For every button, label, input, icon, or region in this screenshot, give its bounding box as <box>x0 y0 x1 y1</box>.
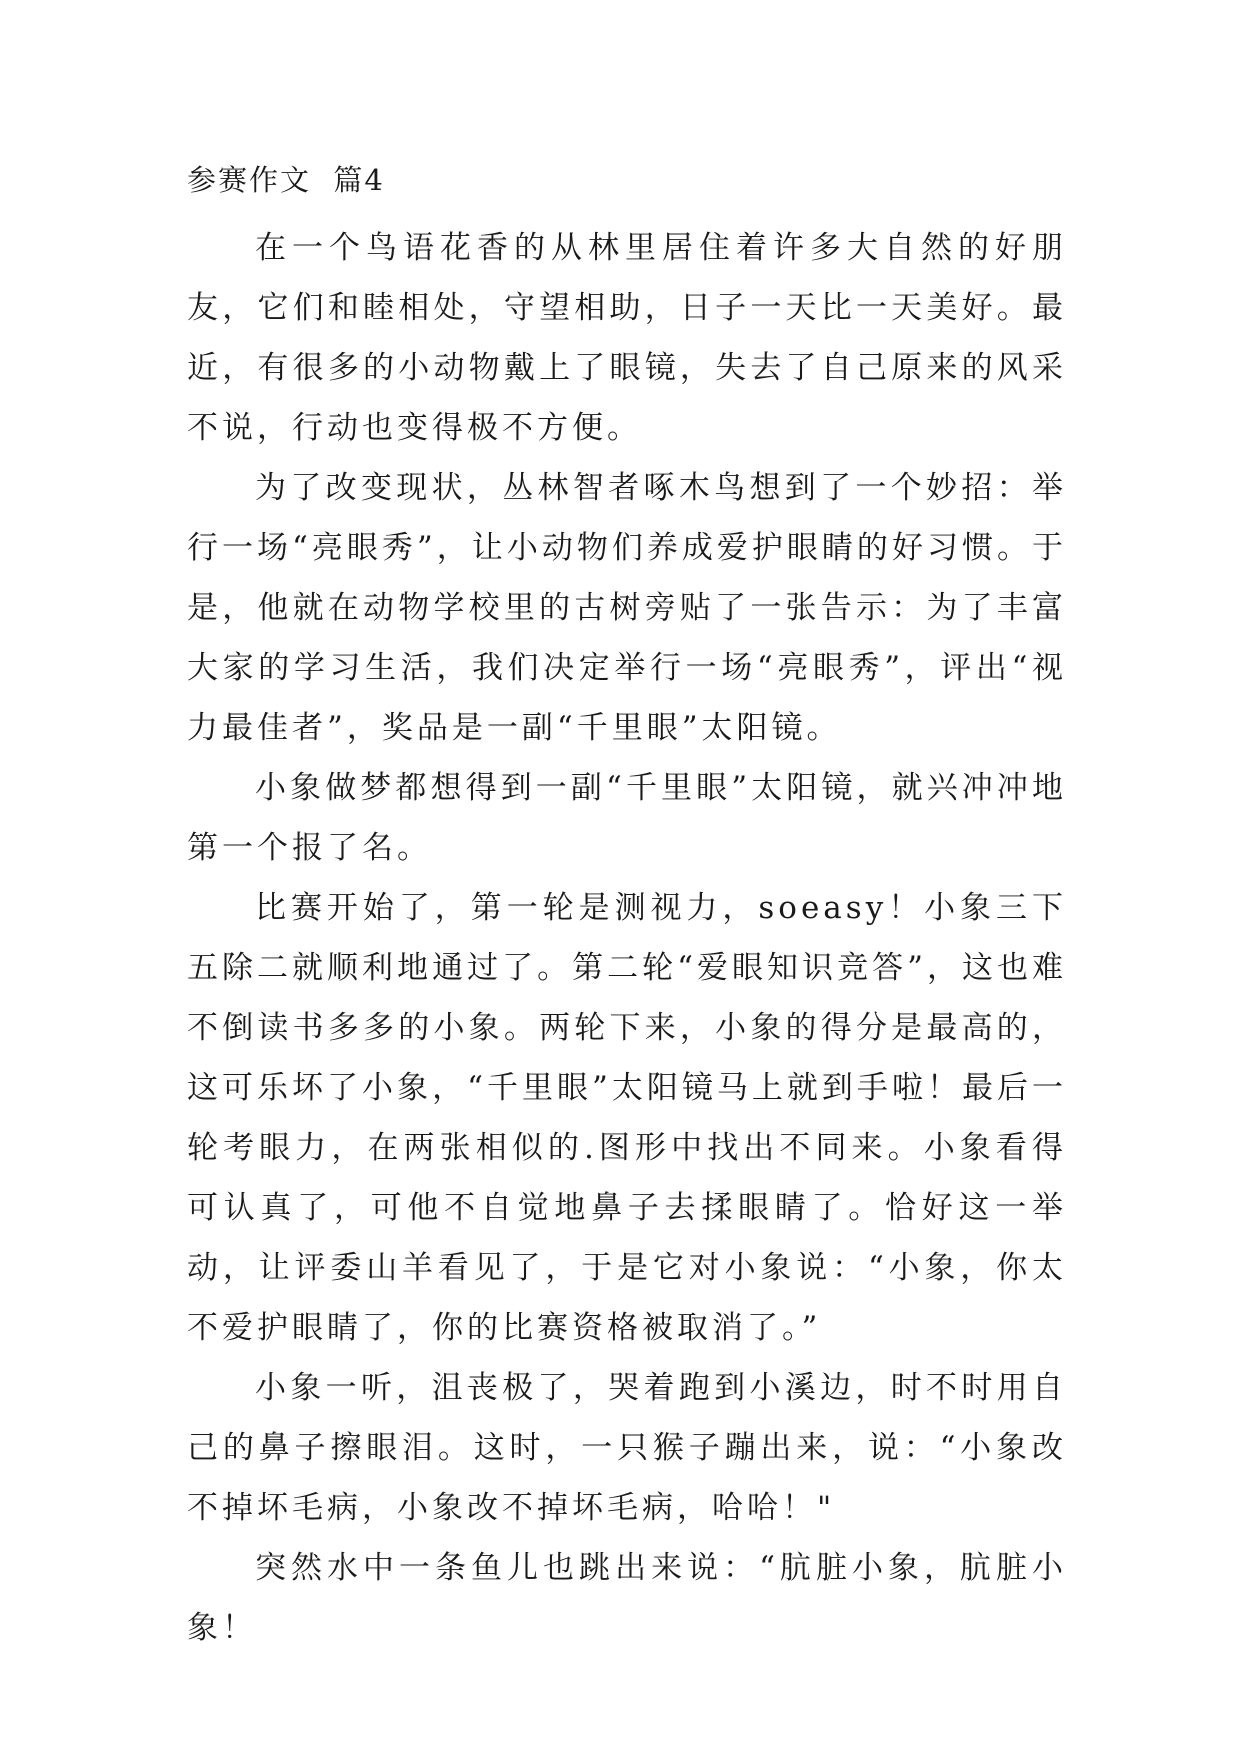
essay-body <box>187 218 1067 1658</box>
paragraph-6: 突然水中一条鱼儿也跳出来说：“肮脏小象，肮脏小象！ <box>187 1550 1067 1646</box>
paragraph-5: 小象一听，沮丧极了，哭着跑到小溪边，时不时用自己的鼻子擦眼泪。这时，一只猴子蹦出来，说：“小象改不掉坏毛病，小象改不掉坏毛病，哈哈！" <box>187 1370 1067 1526</box>
paragraph-2: 为了改变现状，丛林智者啄木鸟想到了一个妙招：举行一场“亮眼秀”，让小动物们养成爱护眼睛的好习惯。于是，他就在动物学校里的古树旁贴了一张告示：为了丰富大家的学习生活，我们决定举行一场“亮眼秀”，评出“视力最佳者”，奖品是一副“千里眼”太阳镜。 <box>187 470 1067 746</box>
paragraph-4: 比赛开始了，第一轮是测视力，soeasy！小象三下五除二就顺利地通过了。第二轮“爱眼知识竞答”，这也难不倒读书多多的小象。两轮下来，小象的得分是最高的，这可乐坏了小象，“千里眼”太阳镜马上就到手啦！最后一轮考眼力，在两张相似的.图形中找出不同来。小象看得可认真了，可他不自觉地鼻子去揉眼睛了。恰好这一举动，让评委山羊看见了，于是它对小象说：“小象，你太不爱护眼睛了，你的比赛资格被取消了。” <box>187 890 1067 1346</box>
section-heading: 参赛作文 篇4 <box>187 163 385 197</box>
paragraph-3: 小象做梦都想得到一副“千里眼”太阳镜，就兴冲冲地第一个报了名。 <box>187 770 1067 866</box>
paragraph-1: 在一个鸟语花香的从林里居住着许多大自然的好朋友，它们和睦相处，守望相助，日子一天比一天美好。最近，有很多的小动物戴上了眼镜，失去了自己原来的风采不说，行动也变得极不方便。 <box>187 230 1067 446</box>
